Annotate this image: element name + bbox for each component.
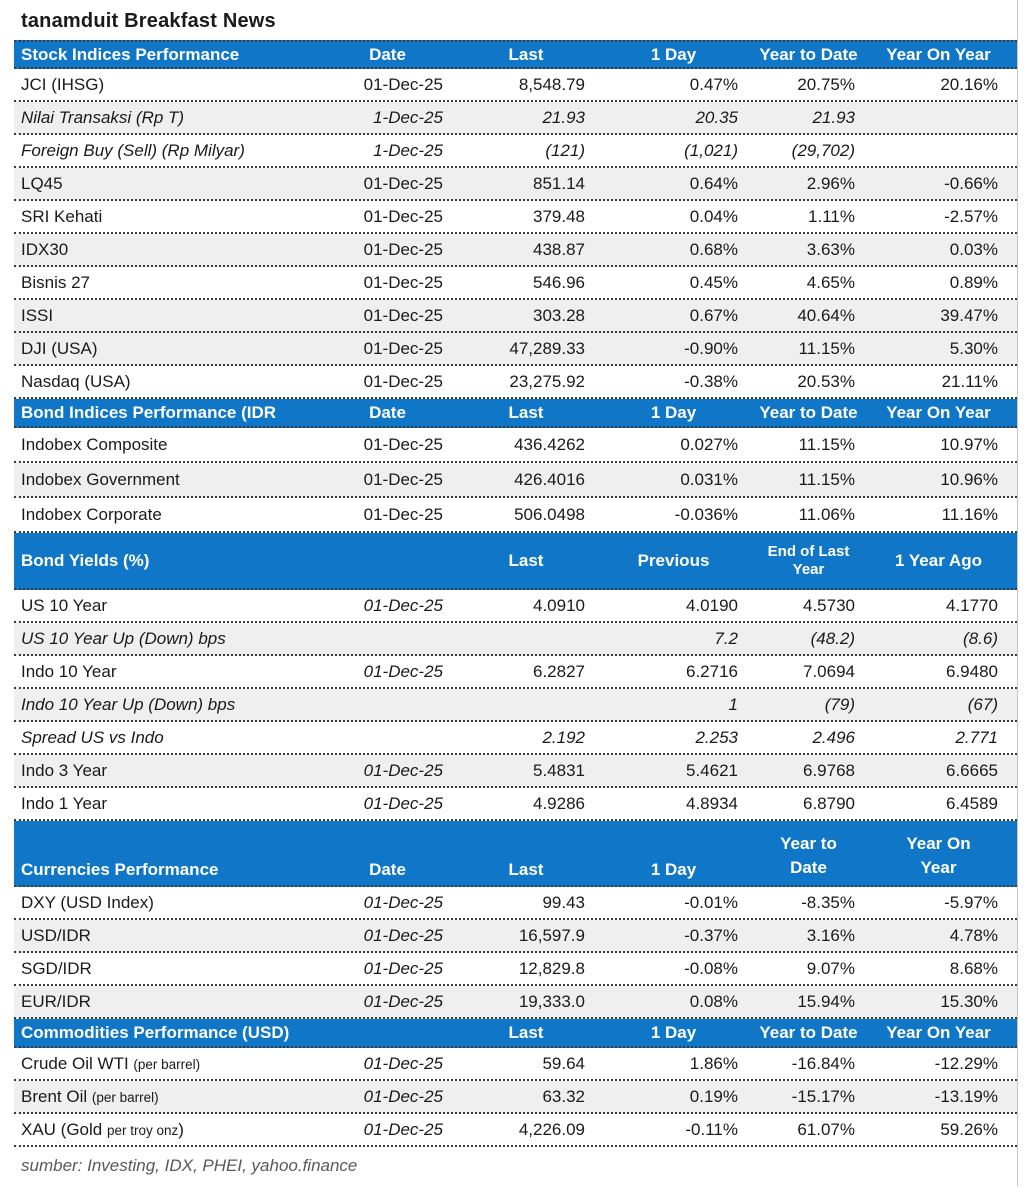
column-header-yoy-text: Year On Year <box>886 402 991 422</box>
cell-date: 01-Dec-25 <box>363 1053 443 1073</box>
table-row <box>14 234 1017 267</box>
cell-last: 23,275.92 <box>509 371 585 391</box>
row-label-small-text: (per barrel) <box>133 1056 201 1072</box>
section-header <box>14 533 1017 590</box>
column-header-1day <box>597 860 750 880</box>
row-label <box>14 75 320 95</box>
row-label-text: XAU (Gold <box>21 1119 107 1139</box>
column-header-ytd <box>750 543 867 579</box>
cell-year-on-year: 4.1770 <box>946 595 998 615</box>
table-row <box>14 267 1017 300</box>
cell-date: 01-Dec-25 <box>363 892 443 912</box>
column-header-last <box>455 860 597 880</box>
cell-date: 01-Dec-25 <box>363 661 443 681</box>
table-row <box>14 656 1017 689</box>
cell-date: 01-Dec-25 <box>363 1086 443 1106</box>
cell-year-on-year: 0.03% <box>949 239 998 259</box>
cell-1day: -0.90% <box>684 338 738 358</box>
cell-year-to-date: 11.15% <box>798 469 855 489</box>
section-title-text: Stock Indices Performance <box>21 44 240 64</box>
column-header-ytd-text: Year to Date <box>780 834 837 878</box>
table-row <box>14 300 1017 333</box>
row-label-text: Indo 3 Year <box>21 760 108 780</box>
cell-date: 01-Dec-25 <box>363 504 443 524</box>
row-label <box>14 662 320 682</box>
cell-date: 01-Dec-25 <box>363 991 443 1011</box>
row-label <box>14 959 320 979</box>
column-header-last-text: Last <box>508 550 544 570</box>
table-row <box>14 428 1017 463</box>
cell-year-to-date: -8.35% <box>801 892 855 912</box>
row-label-text: Bisnis 27 <box>21 272 90 292</box>
section-header <box>14 399 1017 428</box>
cell-year-on-year: (67) <box>967 694 998 714</box>
column-header-yoy <box>867 832 1010 880</box>
cell-last: 59.64 <box>542 1053 585 1073</box>
column-header-yoy-text: Year On Year <box>886 1022 991 1042</box>
row-label-text: DXY (USD Index) <box>21 892 154 912</box>
section-header <box>14 821 1017 887</box>
table-row <box>14 463 1017 498</box>
cell-year-on-year: -13.19% <box>934 1086 998 1106</box>
cell-year-on-year: 5.30% <box>949 338 998 358</box>
row-label-text: DJI (USA) <box>21 338 98 358</box>
column-header-last-text: Last <box>508 402 544 422</box>
cell-last: 546.96 <box>533 272 585 292</box>
cell-last: 438.87 <box>533 239 585 259</box>
cell-year-on-year: -12.29% <box>934 1053 998 1073</box>
row-label <box>14 596 320 616</box>
table-row <box>14 953 1017 986</box>
cell-year-to-date: 6.8790 <box>803 793 855 813</box>
cell-1day: 0.67% <box>689 305 738 325</box>
column-header-1day-text: 1 Day <box>650 860 697 879</box>
cell-last: 12,829.8 <box>518 958 585 978</box>
column-header-last <box>455 1023 597 1043</box>
column-header-1day-text: 1 Day <box>650 44 697 64</box>
cell-year-on-year: 10.97% <box>940 434 998 454</box>
cell-date: 01-Dec-25 <box>363 434 443 454</box>
cell-1day: 5.4621 <box>686 760 738 780</box>
cell-year-to-date: (48.2) <box>810 628 855 648</box>
cell-date: 1-Dec-25 <box>373 140 443 160</box>
cell-1day: -0.11% <box>685 1119 738 1139</box>
row-label-text: SGD/IDR <box>21 958 92 978</box>
cell-last: 506.0498 <box>514 504 585 524</box>
section-title <box>14 403 320 423</box>
table-row <box>14 498 1017 533</box>
row-label-text: SRI Kehati <box>21 206 103 226</box>
cell-year-to-date: 6.9768 <box>803 760 855 780</box>
row-label-text: Nilai Transaksi (Rp T) <box>21 107 185 127</box>
table-row <box>14 366 1017 399</box>
cell-1day: -0.38% <box>684 371 738 391</box>
row-label-text: Indobex Government <box>21 469 180 489</box>
table-row <box>14 920 1017 953</box>
cell-last: 6.2827 <box>533 661 585 681</box>
table-row <box>14 1048 1017 1081</box>
cell-date: 01-Dec-25 <box>363 760 443 780</box>
cell-year-to-date: -16.84% <box>791 1053 855 1073</box>
cell-year-to-date: 4.65% <box>806 272 855 292</box>
cell-1day: -0.036% <box>674 504 738 524</box>
cell-last: 21.93 <box>542 107 585 127</box>
table-row <box>14 333 1017 366</box>
column-header-date <box>320 45 455 65</box>
column-header-ytd <box>750 403 867 423</box>
cell-1day: 0.19% <box>689 1086 738 1106</box>
cell-last: 19,333.0 <box>518 991 585 1011</box>
column-header-ytd <box>750 45 867 65</box>
row-label <box>14 470 320 490</box>
row-label-text: Indo 10 Year <box>21 661 117 681</box>
row-label <box>14 893 320 913</box>
cell-year-to-date: 11.15% <box>798 338 855 358</box>
row-label-text: Nasdaq (USA) <box>21 371 131 391</box>
row-label <box>14 794 320 814</box>
section-title <box>14 860 320 880</box>
row-label <box>14 273 320 293</box>
cell-year-on-year: 4.78% <box>949 925 998 945</box>
cell-1day: -0.08% <box>684 958 738 978</box>
cell-year-to-date: 7.0694 <box>803 661 855 681</box>
row-label-small-text: (per barrel) <box>91 1089 159 1105</box>
column-header-last-text: Last <box>508 1022 544 1042</box>
row-label <box>14 174 320 194</box>
column-header-1day <box>597 1023 750 1043</box>
row-label-text: US 10 Year <box>21 595 108 615</box>
cell-year-to-date: 21.93 <box>812 107 855 127</box>
section-title-text: Bond Yields (%) <box>21 550 150 570</box>
row-label-text: USD/IDR <box>21 925 91 945</box>
cell-last: 16,597.9 <box>518 925 585 945</box>
cell-1day: 6.2716 <box>686 661 738 681</box>
table-row <box>14 168 1017 201</box>
cell-year-on-year: 8.68% <box>949 958 998 978</box>
column-header-date-text: Date <box>369 402 406 422</box>
cell-year-on-year: 6.9480 <box>946 661 998 681</box>
cell-year-to-date: 20.75% <box>797 74 855 94</box>
column-header-date-text: Date <box>369 44 406 64</box>
row-label-text: Brent Oil <box>21 1086 92 1106</box>
table-row <box>14 788 1017 821</box>
row-label <box>14 1054 320 1074</box>
cell-year-to-date: 11.15% <box>798 434 855 454</box>
section-title-text: Bond Indices Performance (IDR <box>21 402 277 422</box>
column-header-ytd <box>750 1023 867 1043</box>
cell-year-on-year: -0.66% <box>944 173 998 193</box>
cell-1day: 0.04% <box>689 206 738 226</box>
cell-1day: 20.35 <box>695 107 738 127</box>
table-row <box>14 986 1017 1019</box>
cell-1day: 4.0190 <box>686 595 738 615</box>
page-title: tanamduit Breakfast News <box>21 10 276 32</box>
cell-year-to-date: 2.96% <box>806 173 855 193</box>
cell-last: (121) <box>545 140 585 160</box>
cell-date: 01-Dec-25 <box>363 371 443 391</box>
cell-1day: 2.253 <box>695 727 738 747</box>
cell-year-on-year: 6.6665 <box>946 760 998 780</box>
section-title <box>14 551 320 571</box>
cell-year-on-year: 0.89% <box>949 272 998 292</box>
cell-1day: 1 <box>728 694 738 714</box>
row-label-suffix-text: ) <box>178 1119 184 1139</box>
table-row <box>14 887 1017 920</box>
column-header-yoy-text: Year On Year <box>906 834 971 878</box>
row-label <box>14 1087 320 1107</box>
cell-year-to-date: (79) <box>824 694 855 714</box>
section-title-text: Currencies Performance <box>21 860 219 879</box>
section-header <box>14 1019 1017 1048</box>
table-row <box>14 689 1017 722</box>
column-header-yoy <box>867 1023 1010 1043</box>
cell-1day: 0.031% <box>680 469 738 489</box>
table-row <box>14 623 1017 656</box>
row-label-text: US 10 Year Up (Down) bps <box>21 628 226 648</box>
section-title-text: Commodities Performance (USD) <box>21 1022 290 1042</box>
row-label-text: Indo 1 Year <box>21 793 108 813</box>
column-header-1day <box>597 551 750 571</box>
row-label <box>14 306 320 326</box>
row-label-text: Spread US vs Indo <box>21 727 164 747</box>
row-label-text: Foreign Buy (Sell) (Rp Milyar) <box>21 140 245 160</box>
cell-last: 2.192 <box>542 727 585 747</box>
cell-last: 99.43 <box>542 892 585 912</box>
cell-year-on-year: 6.4589 <box>946 793 998 813</box>
cell-year-on-year: 15.30% <box>940 991 998 1011</box>
cell-year-to-date: (29,702) <box>791 140 855 160</box>
table-row <box>14 135 1017 168</box>
section-title <box>14 1023 320 1043</box>
row-label <box>14 629 320 649</box>
cell-1day: 1.86% <box>689 1053 738 1073</box>
cell-date: 01-Dec-25 <box>363 338 443 358</box>
cell-last: 47,289.33 <box>509 338 585 358</box>
cell-1day: 4.8934 <box>686 793 738 813</box>
cell-date: 01-Dec-25 <box>363 272 443 292</box>
source-note: sumber: Investing, IDX, PHEI, yahoo.finance <box>21 1156 358 1175</box>
row-label-text: ISSI <box>21 305 54 325</box>
cell-year-to-date: -15.17% <box>791 1086 855 1106</box>
row-label-text: IDX30 <box>21 239 69 259</box>
cell-year-to-date: 61.07% <box>797 1119 855 1139</box>
row-label-text: LQ45 <box>21 173 63 193</box>
cell-year-to-date: 15.94% <box>797 991 855 1011</box>
cell-year-on-year: 2.771 <box>955 727 998 747</box>
cell-date: 01-Dec-25 <box>363 173 443 193</box>
table-row <box>14 1114 1017 1147</box>
cell-year-on-year: 20.16% <box>940 74 998 94</box>
column-header-1day <box>597 45 750 65</box>
cell-1day: 7.2 <box>714 628 738 648</box>
row-label <box>14 435 320 455</box>
row-label <box>14 1120 320 1140</box>
cell-1day: 0.68% <box>689 239 738 259</box>
row-label <box>14 992 320 1012</box>
column-header-yoy <box>867 403 1010 423</box>
row-label-text: JCI (IHSG) <box>21 74 105 94</box>
row-label-text: Indo 10 Year Up (Down) bps <box>21 694 236 714</box>
cell-year-to-date: 20.53% <box>797 371 855 391</box>
cell-date: 01-Dec-25 <box>363 469 443 489</box>
row-label <box>14 240 320 260</box>
cell-year-on-year: (8.6) <box>963 628 998 648</box>
row-label-text: Crude Oil WTI <box>21 1053 134 1073</box>
cell-date: 01-Dec-25 <box>363 1119 443 1139</box>
table-row <box>14 755 1017 788</box>
cell-1day: -0.01% <box>684 892 738 912</box>
column-header-yoy-text: Year On Year <box>886 44 991 64</box>
cell-year-to-date: 4.5730 <box>803 595 855 615</box>
cell-date: 01-Dec-25 <box>363 305 443 325</box>
cell-last: 851.14 <box>533 173 585 193</box>
column-header-last <box>455 45 597 65</box>
column-header-date <box>320 403 455 423</box>
column-header-ytd-text: Year to Date <box>759 44 858 64</box>
row-label <box>14 926 320 946</box>
row-label <box>14 695 320 715</box>
row-label <box>14 207 320 227</box>
cell-date: 01-Dec-25 <box>363 206 443 226</box>
cell-last: 379.48 <box>533 206 585 226</box>
column-header-ytd-text: End of Last Year <box>767 542 850 578</box>
cell-1day: 0.47% <box>689 74 738 94</box>
cell-last: 5.4831 <box>533 760 585 780</box>
cell-year-on-year: 39.47% <box>940 305 998 325</box>
row-label-text: Indobex Composite <box>21 434 168 454</box>
cell-year-on-year: 21.11% <box>941 371 998 391</box>
cell-1day: -0.37% <box>684 925 738 945</box>
column-header-ytd-text: Year to Date <box>759 402 858 422</box>
cell-year-on-year: 10.96% <box>940 469 998 489</box>
cell-last: 303.28 <box>533 305 585 325</box>
cell-year-to-date: 1.11% <box>808 206 855 226</box>
column-header-last <box>455 551 597 571</box>
cell-date: 01-Dec-25 <box>363 958 443 978</box>
cell-year-to-date: 11.06% <box>798 504 855 524</box>
section-bond-indices <box>14 399 1017 533</box>
section-currencies <box>14 821 1017 1019</box>
column-header-yoy <box>867 45 1010 65</box>
column-header-ytd-text: Year to Date <box>759 1022 858 1042</box>
column-header-1day <box>597 403 750 423</box>
section-title <box>14 45 320 65</box>
cell-last: 436.4262 <box>514 434 585 454</box>
cell-date: 01-Dec-25 <box>363 239 443 259</box>
row-label <box>14 141 320 161</box>
cell-date: 01-Dec-25 <box>363 74 443 94</box>
cell-date: 01-Dec-25 <box>363 925 443 945</box>
section-commodities <box>14 1019 1017 1147</box>
row-label <box>14 728 320 748</box>
column-header-date <box>320 860 455 880</box>
cell-year-on-year: 59.26% <box>940 1119 998 1139</box>
cell-1day: 0.45% <box>689 272 738 292</box>
cell-date: 01-Dec-25 <box>363 793 443 813</box>
report-table <box>14 40 1017 1147</box>
section-stock-indices <box>14 40 1017 399</box>
cell-year-on-year: -2.57% <box>944 206 998 226</box>
cell-last: 8,548.79 <box>518 74 585 94</box>
row-label <box>14 339 320 359</box>
cell-year-on-year: -5.97% <box>944 892 998 912</box>
table-row <box>14 69 1017 102</box>
column-header-last <box>455 403 597 423</box>
column-header-yoy-text: 1 Year Ago <box>895 550 982 570</box>
cell-year-to-date: 2.496 <box>812 727 855 747</box>
row-label <box>14 372 320 392</box>
cell-year-to-date: 3.16% <box>806 925 855 945</box>
cell-last: 4.0910 <box>533 595 585 615</box>
section-bond-yields <box>14 533 1017 821</box>
table-row <box>14 722 1017 755</box>
table-row <box>14 102 1017 135</box>
cell-1day: 0.64% <box>689 173 738 193</box>
cell-year-to-date: 3.63% <box>806 239 855 259</box>
column-header-1day-text: 1 Day <box>650 1022 697 1042</box>
row-label <box>14 505 320 525</box>
column-header-yoy <box>867 551 1010 571</box>
cell-last: 4,226.09 <box>518 1119 585 1139</box>
row-label-text: EUR/IDR <box>21 991 91 1011</box>
column-header-last-text: Last <box>508 44 544 64</box>
cell-year-to-date: 9.07% <box>806 958 855 978</box>
column-header-date-text: Date <box>369 860 406 879</box>
cell-year-to-date: 40.64% <box>797 305 855 325</box>
column-header-last-text: Last <box>508 860 544 879</box>
row-label <box>14 108 320 128</box>
section-header <box>14 40 1017 69</box>
table-row <box>14 201 1017 234</box>
cell-date: 1-Dec-25 <box>373 107 443 127</box>
column-header-1day-text: Previous <box>637 550 710 570</box>
column-header-ytd <box>750 832 867 880</box>
table-row <box>14 590 1017 623</box>
cell-last: 4.9286 <box>533 793 585 813</box>
table-row <box>14 1081 1017 1114</box>
row-label-text: Indobex Corporate <box>21 504 162 524</box>
cell-last: 63.32 <box>542 1086 585 1106</box>
cell-1day: (1,021) <box>684 140 738 160</box>
row-label <box>14 761 320 781</box>
cell-1day: 0.027% <box>680 434 738 454</box>
cell-year-on-year: 11.16% <box>941 504 998 524</box>
cell-date: 01-Dec-25 <box>363 595 443 615</box>
row-label-small-text: per troy onz <box>106 1122 179 1138</box>
cell-1day: 0.08% <box>689 991 738 1011</box>
cell-last: 426.4016 <box>514 469 585 489</box>
column-header-1day-text: 1 Day <box>650 402 697 422</box>
